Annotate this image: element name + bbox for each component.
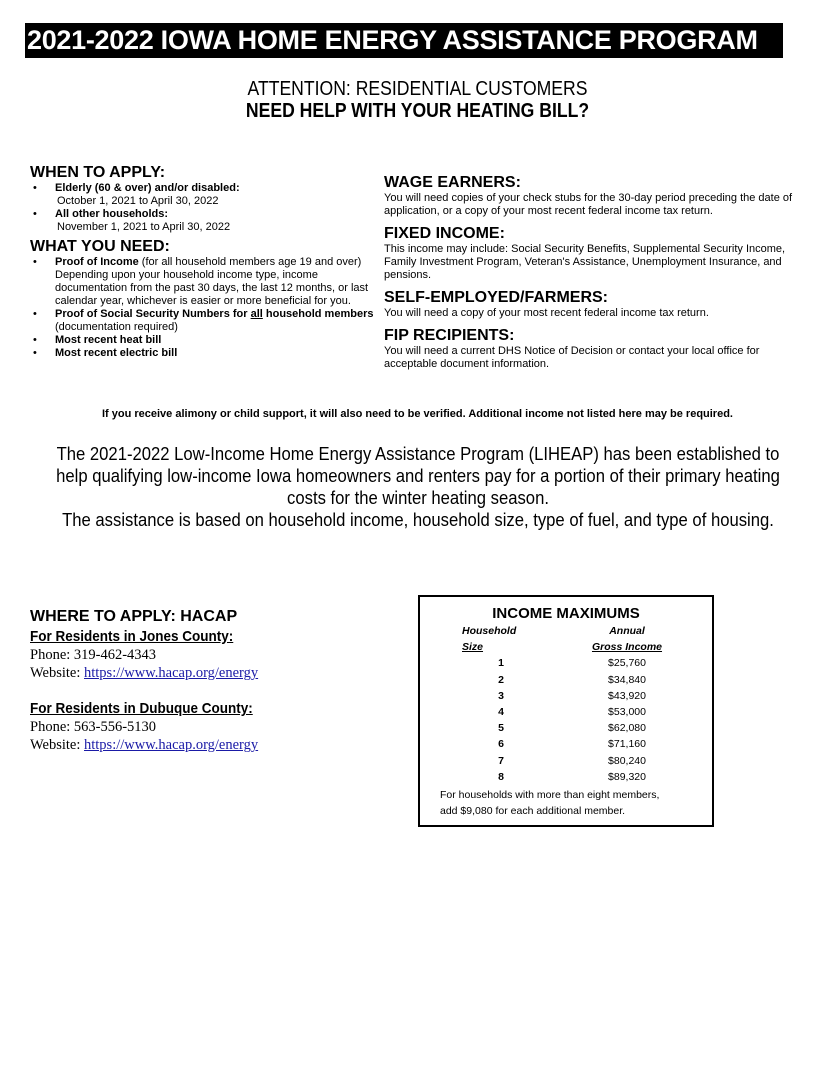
elderly-dates: October 1, 2021 to April 30, 2022: [57, 195, 219, 207]
self-employed-heading: SELF-EMPLOYED/FARMERS:: [384, 289, 609, 306]
table-row: [450, 688, 702, 704]
what-you-need-heading: WHAT YOU NEED:: [30, 238, 170, 255]
program-desc-text: The 2021-2022 Low-Income Home Energy Assistance Program (LIHEAP) has been established to help qualifying low-income Iowa homeowners and renters pay for a portion of their primary heating costs for the winter heating season.: [56, 443, 780, 508]
income-note-line-2: add $9,080 for each additional member.: [440, 804, 626, 817]
size-cell: 8: [498, 770, 504, 783]
ssn-label-2: household members: [262, 308, 374, 320]
dubuque-phone: Phone: 563-556-5130: [30, 719, 157, 735]
program-description: [49, 443, 787, 531]
table-header-row: [450, 623, 702, 639]
size-cell: 7: [498, 754, 504, 767]
what-you-need-list: [30, 256, 382, 360]
size-cell: 4: [498, 706, 504, 719]
website-label: Website:: [30, 665, 84, 681]
dubuque-website-line: [30, 736, 360, 754]
fixed-income-heading: FIXED INCOME:: [384, 225, 505, 242]
income-maximums-box: [418, 595, 714, 827]
wage-earners-heading: WAGE EARNERS:: [384, 174, 521, 191]
fixed-income-text: This income may include: Social Security Benefits, Supplemental Security Income, Family Investment Program, Veteran's Assistance, Unemployment Insurance, and pensions.: [384, 243, 786, 281]
income-cell: $34,840: [608, 673, 646, 686]
jones-county-heading: For Residents in Jones County:: [30, 628, 234, 645]
col-header-annual: Annual: [609, 625, 645, 638]
income-note: [420, 787, 712, 819]
list-item: [30, 208, 382, 234]
size-cell: 1: [498, 657, 504, 670]
income-note-line-1: For households with more than eight members,: [440, 788, 660, 801]
electric-bill-label: Most recent electric bill: [55, 347, 178, 359]
table-row: [450, 704, 702, 720]
table-row: [450, 655, 702, 671]
page-title: [25, 23, 783, 58]
col-header-household: Household: [462, 625, 517, 638]
program-basis-text: The assistance is based on household income, household size, type of fuel, and type of housing.: [62, 509, 774, 530]
other-households-dates: November 1, 2021 to April 30, 2022: [57, 221, 231, 233]
list-item: [30, 347, 382, 360]
size-cell: 2: [498, 673, 504, 686]
ssn-label-all: all: [250, 308, 263, 320]
list-item: [30, 256, 382, 308]
ssn-text: (documentation required): [55, 321, 178, 333]
wage-earners-text: You will need copies of your check stubs for the 30-day period preceding the date of application, or a copy of your most recent federal income tax return.: [384, 192, 793, 217]
income-cell: $25,760: [608, 657, 646, 670]
jones-website-line: [30, 664, 360, 682]
self-employed-text: You will need a copy of your most recent federal income tax return.: [384, 307, 709, 319]
need-help-heading: NEED HELP WITH YOUR HEATING BILL?: [245, 100, 590, 122]
income-cell: $89,320: [608, 770, 646, 783]
table-row: [450, 753, 702, 769]
where-to-apply: [30, 608, 360, 754]
elderly-label: Elderly (60 & over) and/or disabled:: [55, 182, 240, 194]
when-to-apply-list: [30, 182, 382, 234]
list-item: [30, 334, 382, 347]
income-table: [450, 623, 702, 785]
income-cell: $71,160: [608, 738, 646, 751]
table-header-row: [450, 639, 702, 655]
size-cell: 5: [498, 722, 504, 735]
other-households-label: All other households:: [55, 208, 169, 220]
dubuque-website-link[interactable]: https://www.hacap.org/energy: [84, 737, 259, 753]
fip-heading: FIP RECIPIENTS:: [384, 327, 515, 344]
fip-text: You will need a current DHS Notice of Decision or contact your local office for acceptable document information.: [384, 345, 760, 370]
where-to-apply-heading: WHERE TO APPLY: HACAP: [30, 608, 238, 625]
table-row: [450, 769, 702, 785]
heat-bill-label: Most recent heat bill: [55, 334, 162, 346]
col-header-gross-income: Gross Income: [591, 641, 663, 654]
size-cell: 3: [498, 689, 504, 702]
income-cell: $43,920: [608, 689, 646, 702]
left-column: [30, 164, 382, 360]
income-cell: $62,080: [608, 722, 646, 735]
income-maximums-title: INCOME MAXIMUMS: [492, 605, 640, 622]
col-header-size: Size: [462, 641, 484, 654]
income-cell: $53,000: [608, 706, 646, 719]
table-row: [450, 736, 702, 752]
proof-income-label: Proof of Income: [55, 256, 139, 268]
size-cell: 6: [498, 738, 504, 751]
proof-income-text: (for all household members age 19 and over) Depending upon your household income type, income documentation from the past 30 days, the last 12 months, or last calendar year, whichever is easier or more beneficial for you.: [55, 256, 369, 307]
page-title-text: 2021-2022 IOWA HOME ENERGY ASSISTANCE PROGRAM: [27, 25, 758, 55]
verification-note: If you receive alimony or child support, it will also need to be verified. Additional income not listed here may be required.: [101, 408, 733, 420]
website-label: Website:: [30, 737, 84, 753]
jones-phone: Phone: 319-462-4343: [30, 647, 157, 663]
right-column: [384, 174, 814, 378]
list-item: [30, 182, 382, 208]
table-row: [450, 720, 702, 736]
list-item: [30, 308, 382, 334]
ssn-label-1: Proof of Social Security Numbers for: [55, 308, 251, 320]
dubuque-county-heading: For Residents in Dubuque County:: [30, 700, 253, 717]
jones-website-link[interactable]: https://www.hacap.org/energy: [84, 665, 259, 681]
when-to-apply-heading: WHEN TO APPLY:: [30, 164, 166, 181]
attention-line: ATTENTION: RESIDENTIAL CUSTOMERS: [247, 78, 588, 100]
table-row: [450, 672, 702, 688]
income-cell: $80,240: [608, 754, 646, 767]
